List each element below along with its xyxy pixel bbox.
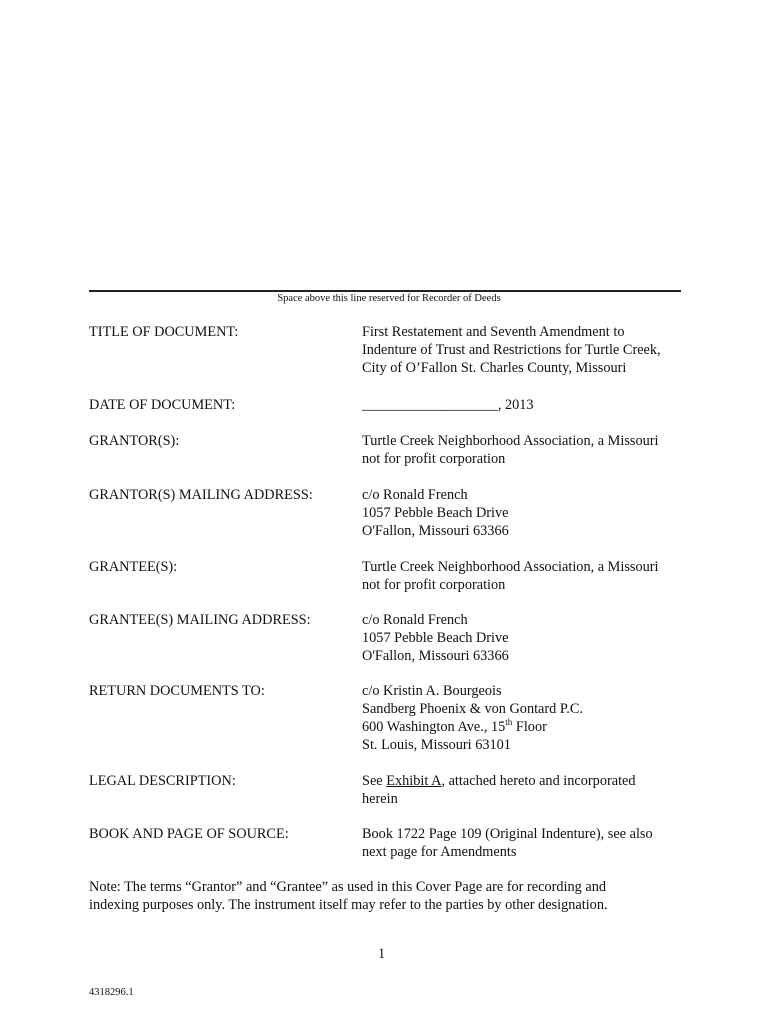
book-line: next page for Amendments [362,844,517,860]
grantor-label: GRANTOR(S): [89,433,180,449]
grantor-value [362,432,692,468]
grantee-line: not for profit corporation [362,577,506,593]
grantor-line: not for profit corporation [362,451,506,467]
legal-line: herein [362,791,398,807]
title-of-document-value [362,323,692,377]
date-value: ___________________, 2013 [362,397,534,413]
date-of-document-value [362,396,692,414]
grantor-address-label: GRANTOR(S) MAILING ADDRESS: [89,487,313,503]
date-of-document-label: DATE OF DOCUMENT: [89,397,236,413]
grantor-address-value [362,486,692,540]
grantee-address-value [362,611,692,665]
legal-description-value [362,772,692,808]
recorder-reserved-note: Space above this line reserved for Recorder of Deeds [277,293,501,304]
note-line: Note: The terms “Grantor” and “Grantee” as used in this Cover Page are for recording and [89,879,607,895]
address-line: O'Fallon, Missouri 63366 [362,523,509,539]
legal-description-label: LEGAL DESCRIPTION: [89,773,236,789]
note-line: indexing purposes only. The instrument itself may refer to the parties by other designation. [89,897,608,913]
return-line: St. Louis, Missouri 63101 [362,737,511,753]
legal-pre: See [362,773,387,789]
address-line: 1057 Pebble Beach Drive [362,630,509,646]
return-documents-value [362,682,692,754]
exhibit-a-reference: Exhibit A [386,773,442,789]
title-line: Indenture of Trust and Restrictions for Turtle Creek, [362,342,661,358]
book-and-page-label: BOOK AND PAGE OF SOURCE: [89,826,289,842]
title-line: City of O’Fallon St. Charles County, Missouri [362,360,627,376]
grantee-label: GRANTEE(S): [89,559,178,575]
grantee-value [362,558,692,594]
floor-word: Floor [512,719,547,735]
ordinal-suffix: th [505,717,513,728]
grantee-line: Turtle Creek Neighborhood Association, a Missouri [362,559,659,575]
legal-line [362,772,692,790]
title-of-document-label: TITLE OF DOCUMENT: [89,324,239,340]
recorder-divider-line [89,290,681,292]
address-line: 1057 Pebble Beach Drive [362,505,509,521]
cover-page-note [89,878,689,914]
address-line: O'Fallon, Missouri 63366 [362,648,509,664]
book-line: Book 1722 Page 109 (Original Indenture), see also [362,826,653,842]
document-id: 4318296.1 [89,987,134,998]
legal-post: , attached hereto and incorporated [441,773,636,789]
return-line-floor [362,718,692,736]
return-line: Sandberg Phoenix & von Gontard P.C. [362,701,583,717]
address-line: c/o Ronald French [362,487,468,503]
book-and-page-value [362,825,692,861]
floor-address-text: 600 Washington Ave., 15 [362,719,506,735]
grantor-line: Turtle Creek Neighborhood Association, a Missouri [362,433,659,449]
return-documents-label: RETURN DOCUMENTS TO: [89,683,265,699]
grantee-address-label: GRANTEE(S) MAILING ADDRESS: [89,612,311,628]
return-line: c/o Kristin A. Bourgeois [362,683,502,699]
page-number: 1 [378,946,386,962]
title-line: First Restatement and Seventh Amendment to [362,324,625,340]
address-line: c/o Ronald French [362,612,468,628]
